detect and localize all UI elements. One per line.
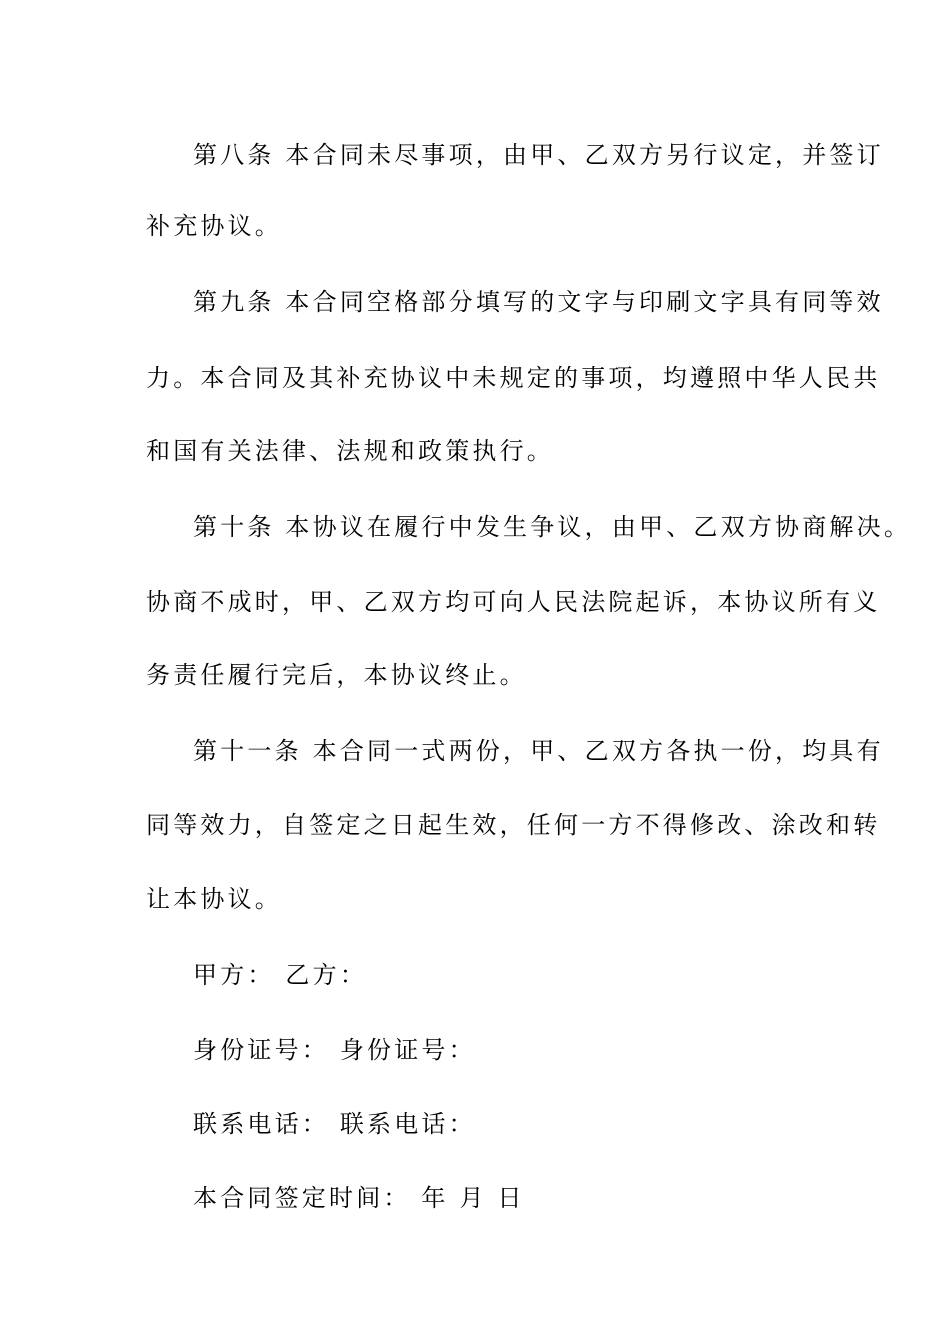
article-9-line-2: 力。本合同及其补充协议中未规定的事项，均遵照中华人民共 xyxy=(146,364,881,392)
signing-date: 本合同签定时间： 年 月 日 xyxy=(193,1184,525,1212)
article-10-line-1: 第十条 本协议在履行中发生争议，由甲、乙双方协商解决。 xyxy=(193,513,912,541)
article-9-line-3: 和国有关法律、法规和政策执行。 xyxy=(146,437,554,465)
signature-phones: 联系电话： 联系电话： xyxy=(193,1110,476,1138)
article-10-line-3: 务责任履行完后，本协议终止。 xyxy=(146,661,527,689)
article-11-line-1: 第十一条 本合同一式两份，甲、乙双方各执一份，均具有 xyxy=(193,737,884,765)
article-8-line-1: 第八条 本合同未尽事项，由甲、乙双方另行议定，并签订 xyxy=(193,141,884,169)
article-11-line-2: 同等效力，自签定之日起生效，任何一方不得修改、涂改和转 xyxy=(146,811,881,839)
signature-id-numbers: 身份证号： 身份证号： xyxy=(193,1036,476,1064)
article-11-line-3: 让本协议。 xyxy=(146,885,282,913)
article-8-line-2: 补充协议。 xyxy=(146,212,282,240)
article-9-line-1: 第九条 本合同空格部分填写的文字与印刷文字具有同等效 xyxy=(193,288,884,316)
article-10-line-2: 协商不成时，甲、乙双方均可向人民法院起诉，本协议所有义 xyxy=(146,588,881,616)
signature-parties: 甲方： 乙方： xyxy=(193,961,368,989)
